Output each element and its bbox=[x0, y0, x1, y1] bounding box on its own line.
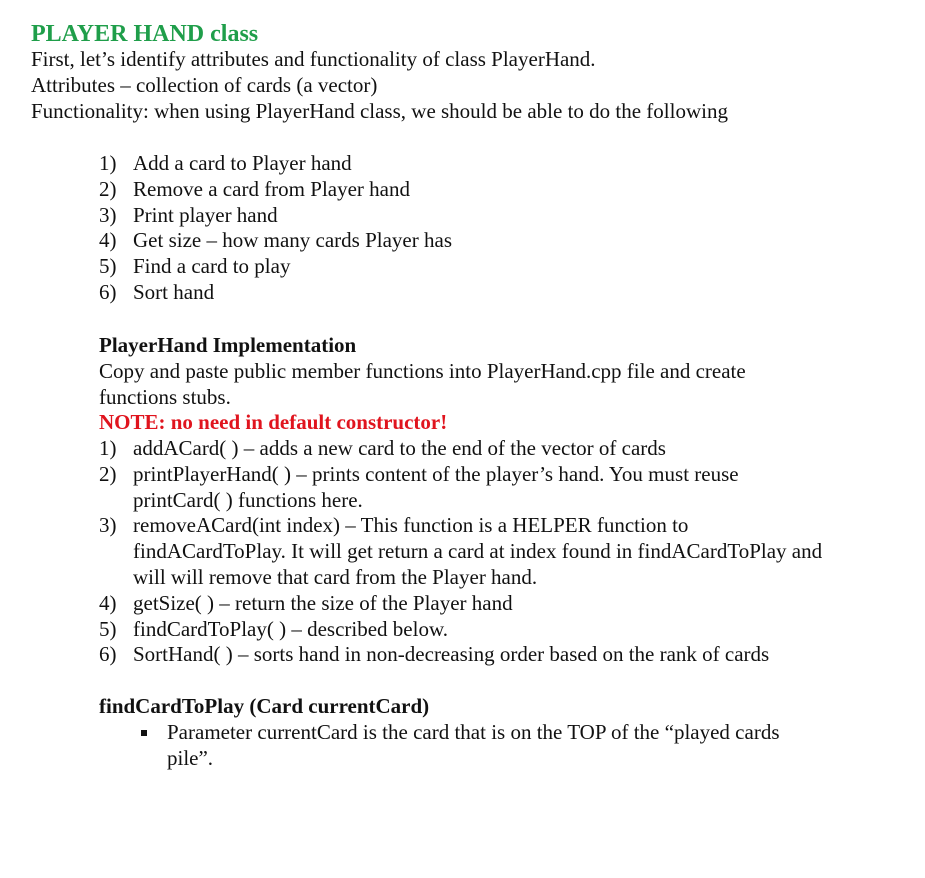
intro-line-1: First, let’s identify attributes and functionality of class PlayerHand. bbox=[31, 47, 596, 71]
list-item-number: 4) bbox=[99, 590, 117, 615]
list-item-text: Sort hand bbox=[133, 279, 215, 304]
list-item-line: addACard( ) – adds a new card to the end of the vector of cards bbox=[133, 436, 666, 460]
implementation-function-list bbox=[99, 436, 889, 668]
list-item bbox=[99, 591, 889, 617]
list-item-line: findACardToPlay. It will get return a card at index found in findACardToPlay and bbox=[133, 539, 823, 564]
intro-paragraph bbox=[31, 47, 728, 124]
implementation-description-line-1: Copy and paste public member functions into PlayerHand.cpp file and create bbox=[99, 359, 746, 383]
list-item-number: 2) bbox=[99, 461, 117, 486]
list-item-line: removeACard(int index) – This function is a HELPER function to bbox=[133, 513, 689, 538]
list-item-number: 2) bbox=[99, 176, 117, 201]
list-item bbox=[99, 642, 889, 668]
list-item bbox=[99, 254, 452, 280]
list-item bbox=[99, 203, 452, 229]
bullet-line: Parameter currentCard is the card that is on the TOP of the “played cards bbox=[167, 720, 780, 744]
list-item bbox=[99, 280, 452, 306]
square-bullet-icon bbox=[141, 730, 147, 736]
bullet-line: pile”. bbox=[167, 745, 214, 770]
list-item-number: 1) bbox=[99, 151, 117, 175]
list-item-text: Remove a card from Player hand bbox=[133, 176, 410, 201]
list-item bbox=[99, 436, 889, 462]
bullet-item bbox=[139, 720, 859, 772]
intro-line-3: Functionality: when using PlayerHand class, we should be able to do the following bbox=[31, 98, 728, 123]
list-item-number: 6) bbox=[99, 642, 117, 667]
list-item bbox=[99, 617, 889, 643]
list-item-number: 1) bbox=[99, 436, 117, 460]
list-item-number: 5) bbox=[99, 616, 117, 641]
list-item-line: findCardToPlay( ) – described below. bbox=[133, 616, 448, 641]
list-item-text: Add a card to Player hand bbox=[133, 151, 352, 175]
list-item-number: 5) bbox=[99, 254, 117, 279]
list-item bbox=[99, 513, 889, 590]
implementation-heading: PlayerHand Implementation bbox=[99, 333, 357, 357]
list-item bbox=[99, 151, 452, 177]
implementation-description bbox=[99, 359, 746, 411]
functionality-list bbox=[99, 151, 452, 306]
list-item-text: Find a card to play bbox=[133, 254, 291, 279]
list-item-line: printCard( ) functions here. bbox=[133, 487, 363, 512]
list-item bbox=[99, 177, 452, 203]
list-item-line: SortHand( ) – sorts hand in non-decreasing order based on the rank of cards bbox=[133, 642, 770, 667]
page-title: PLAYER HAND class bbox=[31, 21, 259, 47]
list-item-number: 6) bbox=[99, 279, 117, 304]
list-item-line: will will remove that card from the Player hand. bbox=[133, 564, 538, 589]
list-item-text: Get size – how many cards Player has bbox=[133, 228, 452, 253]
find-card-heading: findCardToPlay (Card currentCard) bbox=[99, 694, 430, 718]
list-item-text: Print player hand bbox=[133, 202, 278, 227]
list-item-number: 3) bbox=[99, 513, 117, 538]
implementation-description-line-2: functions stubs. bbox=[99, 384, 231, 409]
list-item-line: printPlayerHand( ) – prints content of the player’s hand. You must reuse bbox=[133, 461, 739, 486]
find-card-bullet-list bbox=[139, 720, 859, 772]
list-item-number: 4) bbox=[99, 228, 117, 253]
note-text: NOTE: no need in default constructor! bbox=[99, 410, 448, 434]
list-item-number: 3) bbox=[99, 202, 117, 227]
list-item bbox=[99, 228, 452, 254]
list-item bbox=[99, 462, 889, 514]
list-item-line: getSize( ) – return the size of the Player hand bbox=[133, 590, 513, 615]
intro-line-2: Attributes – collection of cards (a vector) bbox=[31, 72, 378, 97]
